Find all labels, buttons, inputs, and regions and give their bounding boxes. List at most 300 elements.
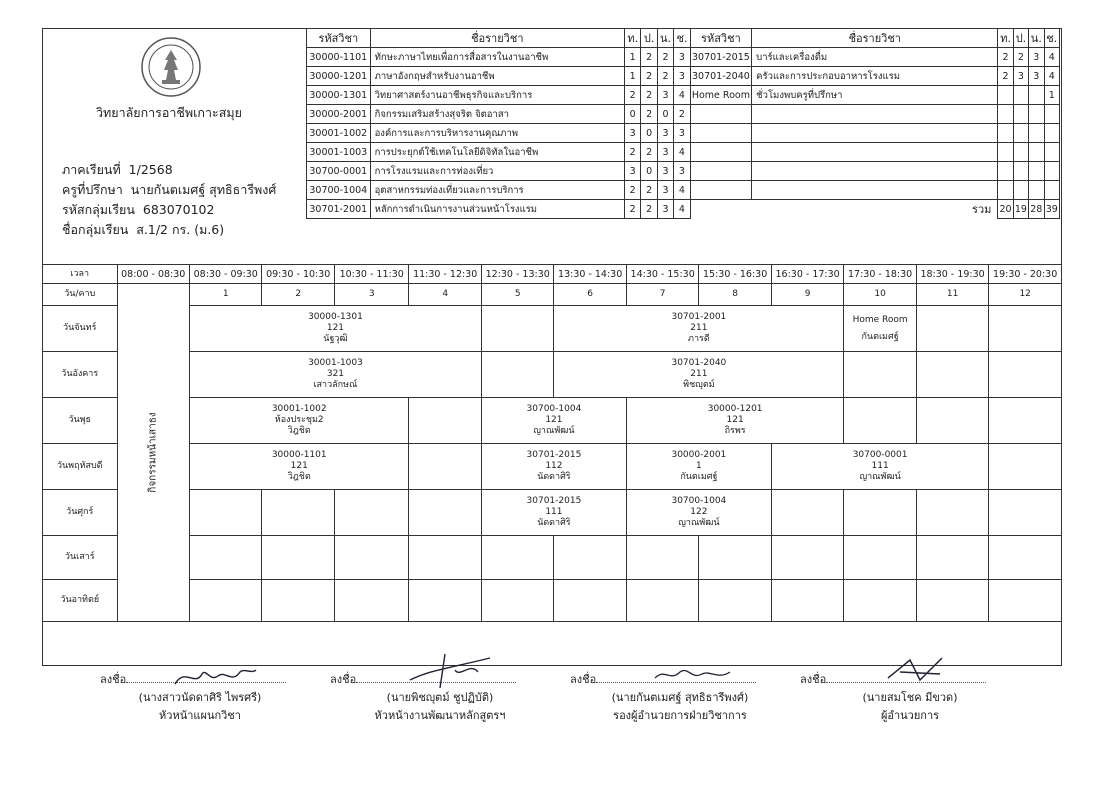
empty-cell bbox=[690, 143, 752, 162]
period-number: 10 bbox=[844, 284, 916, 306]
table-row bbox=[307, 48, 1060, 67]
subject-c: 3 bbox=[674, 124, 690, 143]
empty-cell bbox=[699, 536, 771, 580]
subject-name: กิจกรรมเสริมสร้างสุจริต จิตอาสา bbox=[370, 105, 624, 124]
subject-n: 3 bbox=[1029, 48, 1044, 67]
empty-cell bbox=[1044, 162, 1060, 181]
signature-block-1 bbox=[100, 668, 300, 724]
col-c-2: ช. bbox=[1044, 29, 1060, 48]
table-row bbox=[307, 105, 1060, 124]
signer-role: หัวหน้าแผนกวิชา bbox=[159, 709, 241, 722]
empty-cell bbox=[626, 536, 698, 580]
signer-role: รองผู้อำนวยการฝ่ายวิชาการ bbox=[613, 709, 747, 722]
subject-name: บาร์และเครื่องดื่ม bbox=[752, 48, 998, 67]
signer-name: (นายพิชญุตม์ ชูปฏิบัติ) bbox=[386, 691, 494, 704]
group-code-label: รหัสกลุ่มเรียน bbox=[62, 202, 135, 217]
class-room: ห้องประชุม2 bbox=[274, 415, 324, 425]
period-number: 9 bbox=[771, 284, 843, 306]
class-room: 121 bbox=[326, 323, 345, 333]
empty-cell bbox=[989, 444, 1062, 490]
class-room: 121 bbox=[545, 415, 563, 425]
empty-cell bbox=[409, 536, 481, 580]
empty-cell bbox=[989, 580, 1062, 622]
class-room: 111 bbox=[545, 507, 563, 517]
subject-p: 2 bbox=[641, 143, 657, 162]
subject-name: ครัวและการประกอบอาหารโรงแรม bbox=[752, 67, 998, 86]
class-teacher: นัดดาศิริ bbox=[537, 518, 571, 528]
empty-cell bbox=[998, 181, 1013, 200]
day-row-sat bbox=[43, 536, 1062, 580]
empty-cell bbox=[409, 444, 481, 490]
time-slot: 13:30 - 14:30 bbox=[554, 265, 626, 284]
signer-name: (นายกันตเมศฐ์ สุทธิธารีพงศ์) bbox=[611, 691, 749, 704]
empty-cell bbox=[998, 124, 1013, 143]
empty-cell bbox=[771, 490, 843, 536]
class-teacher: ภารดี bbox=[688, 334, 710, 344]
handwritten-signature-icon bbox=[650, 660, 740, 690]
empty-cell bbox=[262, 490, 334, 536]
subject-code: Home Room bbox=[690, 86, 752, 105]
table-row bbox=[307, 143, 1060, 162]
flag-activity-text: กิจกรรมหน้าเสาธง bbox=[147, 411, 159, 493]
class-code: 30700-1004 bbox=[526, 404, 582, 414]
col-code: รหัสวิชา bbox=[307, 29, 371, 48]
subject-c: 4 bbox=[674, 200, 690, 219]
total-c: 39 bbox=[1044, 200, 1060, 219]
empty-cell bbox=[1013, 124, 1028, 143]
subject-code: 30000-1201 bbox=[307, 67, 371, 86]
period-number: 4 bbox=[409, 284, 481, 306]
class-block bbox=[771, 444, 988, 490]
class-code: 30701-2040 bbox=[671, 358, 727, 368]
class-code: 30700-1004 bbox=[671, 496, 727, 506]
class-room: 211 bbox=[690, 323, 708, 333]
period-number: 11 bbox=[916, 284, 988, 306]
empty-cell bbox=[1044, 105, 1060, 124]
empty-cell bbox=[989, 490, 1062, 536]
empty-cell bbox=[690, 105, 752, 124]
subject-code: 30701-2015 bbox=[690, 48, 752, 67]
class-info bbox=[62, 160, 276, 240]
empty-cell bbox=[1029, 162, 1044, 181]
empty-cell bbox=[690, 181, 752, 200]
period-number: 6 bbox=[554, 284, 626, 306]
empty-cell bbox=[409, 580, 481, 622]
college-name: วิทยาลัยการอาชีพเกาะสมุย bbox=[96, 105, 242, 120]
class-block bbox=[189, 398, 408, 444]
class-code: 30001-1003 bbox=[308, 358, 363, 368]
empty-cell bbox=[844, 398, 916, 444]
class-room: 121 bbox=[290, 461, 308, 471]
total-n: 28 bbox=[1029, 200, 1044, 219]
class-block bbox=[626, 398, 843, 444]
day-label: วันอาทิตย์ bbox=[43, 580, 118, 622]
class-block bbox=[481, 398, 626, 444]
day-label: วันศุกร์ bbox=[43, 490, 118, 536]
empty-cell bbox=[1013, 181, 1028, 200]
class-room: 122 bbox=[690, 507, 708, 517]
empty-cell bbox=[1044, 124, 1060, 143]
empty-cell bbox=[844, 490, 916, 536]
subject-p: 2 bbox=[641, 48, 657, 67]
col-c: ช. bbox=[674, 29, 690, 48]
subject-c: 2 bbox=[674, 105, 690, 124]
period-number: 12 bbox=[989, 284, 1062, 306]
schedule-table bbox=[42, 264, 1062, 622]
empty-cell bbox=[771, 580, 843, 622]
empty-cell bbox=[481, 352, 553, 398]
empty-cell bbox=[334, 490, 409, 536]
subject-t: 1 bbox=[625, 48, 641, 67]
subjects-header-row bbox=[307, 29, 1060, 48]
subject-c: 4 bbox=[674, 86, 690, 105]
class-teacher: ถิรพร bbox=[724, 426, 746, 436]
col-name-2: ชื่อรายวิชา bbox=[752, 29, 998, 48]
empty-cell bbox=[998, 143, 1013, 162]
day-label: วันพุธ bbox=[43, 398, 118, 444]
time-slot: 15:30 - 16:30 bbox=[699, 265, 771, 284]
class-teacher: กันตเมศฐ์ bbox=[861, 331, 899, 342]
table-row bbox=[307, 86, 1060, 105]
subject-code: 30000-2001 bbox=[307, 105, 371, 124]
day-row-wed bbox=[43, 398, 1062, 444]
day-row-fri bbox=[43, 490, 1062, 536]
subject-t: 2 bbox=[625, 86, 641, 105]
class-room: 112 bbox=[545, 461, 563, 471]
handwritten-signature-icon bbox=[400, 650, 500, 690]
subject-name: องค์การและการบริหารงานคุณภาพ bbox=[370, 124, 624, 143]
empty-cell bbox=[752, 105, 998, 124]
empty-cell bbox=[752, 162, 998, 181]
subject-c: 4 bbox=[674, 143, 690, 162]
class-block bbox=[189, 444, 408, 490]
handwritten-signature-icon bbox=[170, 662, 260, 692]
class-code: 30700-0001 bbox=[852, 450, 908, 460]
time-slot: 17:30 - 18:30 bbox=[844, 265, 916, 284]
period-row bbox=[43, 284, 1062, 306]
day-label: วันจันทร์ bbox=[43, 306, 118, 352]
class-code: 30000-1301 bbox=[308, 312, 363, 322]
empty-cell bbox=[690, 162, 752, 181]
table-row bbox=[307, 200, 1060, 219]
day-row-sun bbox=[43, 580, 1062, 622]
time-slot: 08:00 - 08:30 bbox=[117, 265, 189, 284]
class-code: 30000-1101 bbox=[271, 450, 327, 460]
signer-name: (นายสมโชค มีขวด) bbox=[862, 691, 958, 704]
empty-cell bbox=[481, 580, 553, 622]
class-code: 30701-2015 bbox=[526, 450, 582, 460]
subject-code: 30001-1002 bbox=[307, 124, 371, 143]
subject-t: 3 bbox=[625, 124, 641, 143]
class-teacher: กันตเมศฐ์ bbox=[680, 472, 718, 482]
period-number: 7 bbox=[626, 284, 698, 306]
signature-block-2 bbox=[330, 668, 550, 724]
empty-cell bbox=[554, 536, 626, 580]
class-room: 121 bbox=[726, 415, 744, 425]
period-number: 5 bbox=[481, 284, 553, 306]
subject-n: 3 bbox=[657, 181, 673, 200]
subject-t: 2 bbox=[625, 200, 641, 219]
class-teacher: นัฐวุฒิ bbox=[323, 334, 348, 344]
class-block bbox=[626, 444, 771, 490]
subject-t: 2 bbox=[625, 181, 641, 200]
empty-cell bbox=[409, 490, 481, 536]
empty-cell bbox=[989, 536, 1062, 580]
empty-cell bbox=[844, 352, 916, 398]
time-slot: 14:30 - 15:30 bbox=[626, 265, 698, 284]
subject-c: 3 bbox=[674, 67, 690, 86]
time-slot: 09:30 - 10:30 bbox=[262, 265, 334, 284]
subject-p: 2 bbox=[641, 200, 657, 219]
day-row-mon bbox=[43, 306, 1062, 352]
subject-name: ชั่วโมงพบครูที่ปรึกษา bbox=[752, 86, 998, 105]
subject-c: 1 bbox=[1044, 86, 1060, 105]
group-name-value: ส.1/2 กร. (ม.6) bbox=[136, 222, 225, 237]
subject-n: 3 bbox=[1029, 67, 1044, 86]
empty-cell bbox=[481, 536, 553, 580]
subject-p: 2 bbox=[641, 105, 657, 124]
subject-t: 0 bbox=[625, 105, 641, 124]
time-label: เวลา bbox=[43, 265, 118, 284]
empty-cell bbox=[916, 352, 988, 398]
signer-role: หัวหน้างานพัฒนาหลักสูตรฯ bbox=[374, 709, 506, 722]
col-p: ป. bbox=[641, 29, 657, 48]
col-t-2: ท. bbox=[998, 29, 1013, 48]
class-teacher: ญาณพัฒน์ bbox=[678, 518, 720, 528]
subject-t: 3 bbox=[625, 162, 641, 181]
empty-cell bbox=[1044, 181, 1060, 200]
subject-code: 30000-1301 bbox=[307, 86, 371, 105]
class-teacher: นัดดาศิริ bbox=[537, 472, 571, 482]
table-row bbox=[307, 124, 1060, 143]
subject-t bbox=[998, 86, 1013, 105]
sign-label: ลงชื่อ bbox=[100, 673, 127, 686]
day-label: วันอังคาร bbox=[43, 352, 118, 398]
subject-code: 30700-0001 bbox=[307, 162, 371, 181]
subject-c: 3 bbox=[674, 48, 690, 67]
empty-cell bbox=[1044, 143, 1060, 162]
subject-p: 2 bbox=[641, 86, 657, 105]
col-code-2: รหัสวิชา bbox=[690, 29, 752, 48]
empty-cell bbox=[989, 306, 1062, 352]
empty-cell bbox=[626, 580, 698, 622]
class-teacher: ญาณพัฒน์ bbox=[533, 426, 575, 436]
sign-label: ลงชื่อ bbox=[330, 673, 357, 686]
subject-n: 2 bbox=[657, 67, 673, 86]
empty-cell bbox=[334, 536, 409, 580]
semester-label: ภาคเรียนที่ bbox=[62, 162, 121, 177]
empty-cell bbox=[189, 580, 261, 622]
subject-code: 30000-1101 bbox=[307, 48, 371, 67]
col-p-2: ป. bbox=[1013, 29, 1028, 48]
subject-c: 4 bbox=[1044, 67, 1060, 86]
signer-role: ผู้อำนวยการ bbox=[880, 709, 940, 722]
time-row bbox=[43, 265, 1062, 284]
subject-p: 0 bbox=[641, 162, 657, 181]
subject-name: หลักการดำเนินการงานส่วนหน้าโรงแรม bbox=[370, 200, 624, 219]
empty-cell bbox=[1013, 143, 1028, 162]
group-code-value: 683070102 bbox=[142, 202, 215, 217]
subject-p bbox=[1013, 86, 1028, 105]
empty-cell bbox=[916, 536, 988, 580]
class-code: 30000-1201 bbox=[707, 404, 763, 414]
college-seal-icon bbox=[140, 36, 202, 98]
empty-cell bbox=[690, 124, 752, 143]
col-n: น. bbox=[657, 29, 673, 48]
subject-c: 4 bbox=[1044, 48, 1060, 67]
empty-cell bbox=[916, 306, 988, 352]
period-number: 1 bbox=[189, 284, 261, 306]
empty-cell bbox=[481, 306, 553, 352]
class-room: 111 bbox=[871, 461, 889, 471]
empty-cell bbox=[989, 352, 1062, 398]
empty-cell bbox=[554, 580, 626, 622]
subject-c: 3 bbox=[674, 162, 690, 181]
sign-label: ลงชื่อ bbox=[570, 673, 597, 686]
class-room: 321 bbox=[326, 369, 345, 379]
class-block bbox=[189, 306, 481, 352]
class-teacher: วิฎชิต bbox=[287, 472, 311, 482]
empty-cell bbox=[916, 580, 988, 622]
empty-cell bbox=[844, 536, 916, 580]
empty-cell bbox=[1029, 105, 1044, 124]
time-slot: 10:30 - 11:30 bbox=[334, 265, 409, 284]
subject-name: อุตสาหกรรมท่องเที่ยวและการบริการ bbox=[370, 181, 624, 200]
class-teacher: วิฎชิต bbox=[287, 426, 311, 436]
subject-n: 3 bbox=[657, 124, 673, 143]
class-block bbox=[626, 490, 771, 536]
empty-cell bbox=[916, 398, 988, 444]
period-number: 2 bbox=[262, 284, 334, 306]
signature-block-4 bbox=[800, 668, 1020, 724]
empty-cell bbox=[844, 580, 916, 622]
empty-cell bbox=[771, 536, 843, 580]
subject-t: 2 bbox=[998, 67, 1013, 86]
empty-cell bbox=[1029, 181, 1044, 200]
day-label: วันพฤหัสบดี bbox=[43, 444, 118, 490]
day-row-tue bbox=[43, 352, 1062, 398]
handwritten-signature-icon bbox=[880, 652, 960, 688]
class-room: 211 bbox=[690, 369, 708, 379]
empty-cell bbox=[262, 580, 334, 622]
empty-cell bbox=[998, 162, 1013, 181]
class-block bbox=[481, 490, 626, 536]
semester-value: 1/2568 bbox=[128, 162, 173, 177]
total-label: รวม bbox=[690, 200, 998, 219]
subject-p: 0 bbox=[641, 124, 657, 143]
class-block bbox=[554, 352, 844, 398]
class-block bbox=[481, 444, 626, 490]
subject-p: 2 bbox=[1013, 48, 1028, 67]
time-slot: 08:30 - 09:30 bbox=[189, 265, 261, 284]
subject-code: 30700-1004 bbox=[307, 181, 371, 200]
empty-cell bbox=[409, 398, 481, 444]
subject-name: วิทยาศาสตร์งานอาชีพธุรกิจและบริการ bbox=[370, 86, 624, 105]
flag-activity-cell bbox=[117, 284, 189, 622]
subject-n: 3 bbox=[657, 143, 673, 162]
col-n-2: น. bbox=[1029, 29, 1044, 48]
class-code: 30000-2001 bbox=[671, 450, 727, 460]
total-t: 20 bbox=[998, 200, 1013, 219]
period-number: 3 bbox=[334, 284, 409, 306]
table-row bbox=[307, 67, 1060, 86]
subject-name: การประยุกต์ใช้เทคโนโลยีดิจิทัลในอาชีพ bbox=[370, 143, 624, 162]
period-number: 8 bbox=[699, 284, 771, 306]
subject-name: ภาษาอังกฤษสำหรับงานอาชีพ bbox=[370, 67, 624, 86]
subject-t: 2 bbox=[998, 48, 1013, 67]
group-name-label: ชื่อกลุ่มเรียน bbox=[62, 222, 129, 237]
class-teacher: พิชญุตม์ bbox=[683, 380, 715, 390]
class-code: 30001-1002 bbox=[271, 404, 327, 414]
empty-cell bbox=[334, 580, 409, 622]
empty-cell bbox=[998, 105, 1013, 124]
day-row-thu bbox=[43, 444, 1062, 490]
subject-t: 1 bbox=[625, 67, 641, 86]
empty-cell bbox=[752, 143, 998, 162]
table-row bbox=[307, 162, 1060, 181]
empty-cell bbox=[752, 181, 998, 200]
empty-cell bbox=[1013, 162, 1028, 181]
signature-block-3 bbox=[570, 668, 790, 724]
empty-cell bbox=[916, 490, 988, 536]
period-label: วัน/คาบ bbox=[43, 284, 118, 306]
table-row bbox=[307, 181, 1060, 200]
time-slot: 12:30 - 13:30 bbox=[481, 265, 553, 284]
subject-c: 4 bbox=[674, 181, 690, 200]
class-room: 1 bbox=[696, 461, 702, 471]
class-teacher: เสาวลักษณ์ bbox=[313, 380, 358, 390]
empty-cell bbox=[1029, 143, 1044, 162]
subject-n bbox=[1029, 86, 1044, 105]
empty-cell bbox=[189, 490, 261, 536]
subject-code: 30001-1003 bbox=[307, 143, 371, 162]
signer-name: (นางสาวนัดดาศิริ ไพรศรี) bbox=[138, 691, 262, 704]
time-slot: 11:30 - 12:30 bbox=[409, 265, 481, 284]
class-code: 30701-2001 bbox=[671, 312, 727, 322]
subject-n: 3 bbox=[657, 200, 673, 219]
empty-cell bbox=[1013, 105, 1028, 124]
time-slot: 19:30 - 20:30 bbox=[989, 265, 1062, 284]
class-block bbox=[844, 306, 916, 352]
subject-p: 3 bbox=[1013, 67, 1028, 86]
class-block bbox=[554, 306, 844, 352]
class-code: Home Room bbox=[852, 314, 908, 325]
advisor-label: ครูที่ปรึกษา bbox=[62, 182, 123, 197]
subject-code: 30701-2001 bbox=[307, 200, 371, 219]
time-slot: 16:30 - 17:30 bbox=[771, 265, 843, 284]
empty-cell bbox=[1029, 124, 1044, 143]
subject-name: การโรงแรมและการท่องเที่ยว bbox=[370, 162, 624, 181]
subject-n: 0 bbox=[657, 105, 673, 124]
subject-p: 2 bbox=[641, 181, 657, 200]
subject-n: 2 bbox=[657, 48, 673, 67]
empty-cell bbox=[752, 124, 998, 143]
subject-name: ทักษะภาษาไทยเพื่อการสื่อสารในงานอาชีพ bbox=[370, 48, 624, 67]
col-t: ท. bbox=[625, 29, 641, 48]
class-teacher: ญาณพัฒน์ bbox=[859, 472, 901, 482]
empty-cell bbox=[989, 398, 1062, 444]
class-code: 30701-2015 bbox=[526, 496, 582, 506]
empty-cell bbox=[189, 536, 261, 580]
subject-n: 3 bbox=[657, 86, 673, 105]
subject-p: 2 bbox=[641, 67, 657, 86]
subjects-table bbox=[306, 28, 1060, 219]
subject-t: 2 bbox=[625, 143, 641, 162]
day-label: วันเสาร์ bbox=[43, 536, 118, 580]
sign-label: ลงชื่อ bbox=[800, 673, 827, 686]
advisor-value: นายกันตเมศฐ์ สุทธิธารีพงศ์ bbox=[130, 182, 277, 197]
time-slot: 18:30 - 19:30 bbox=[916, 265, 988, 284]
